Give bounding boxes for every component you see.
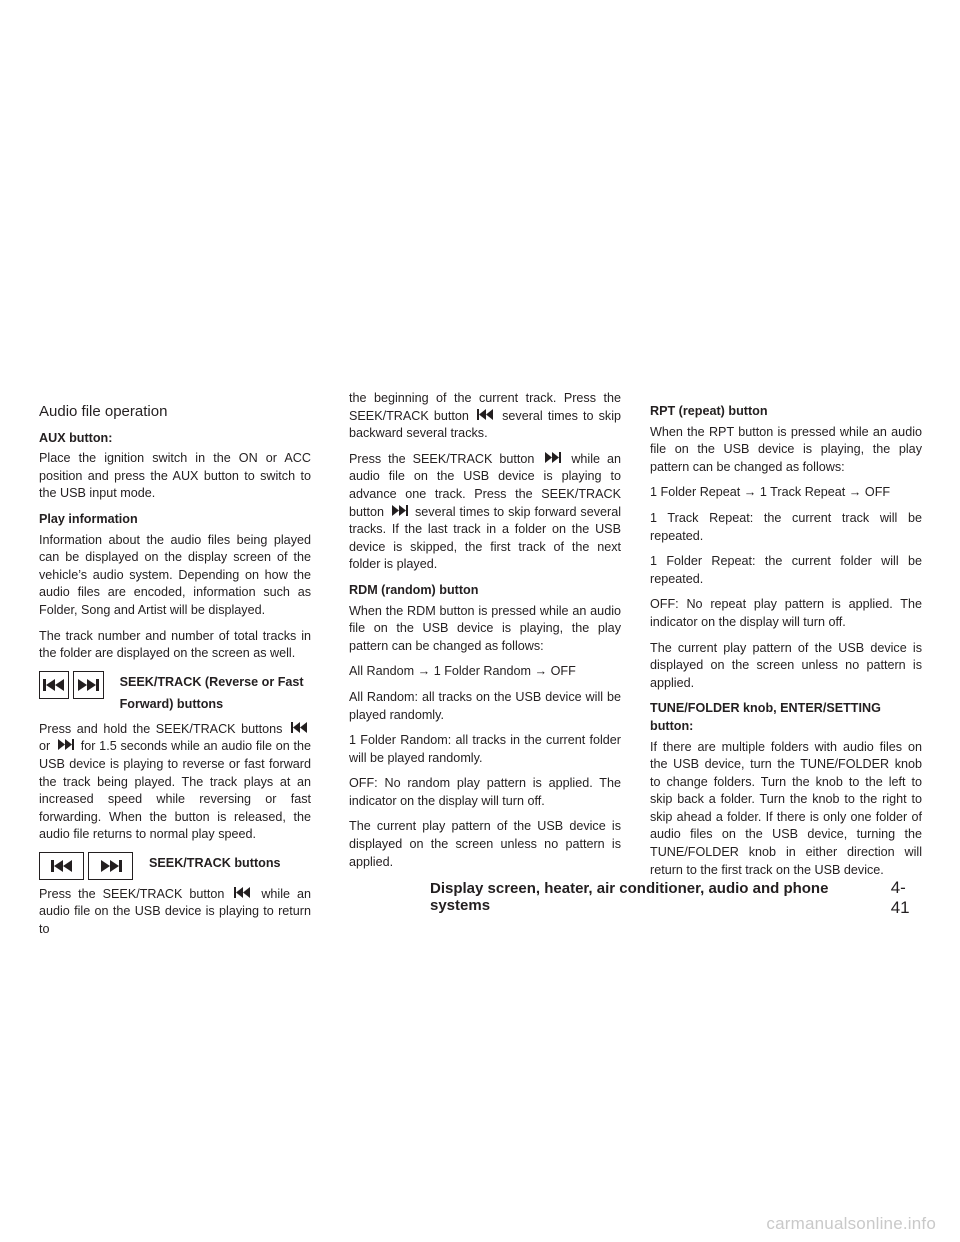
column-1: [39, 403, 311, 947]
rpt-folder: 1 Folder Repeat: the current folder will be repeated.: [650, 554, 922, 586]
seek-track-ff-label: SEEK/TRACK (Reverse or Fast Forward) buttons: [119, 674, 304, 711]
aux-text: Place the ignition switch in the ON or ACC position and press the AUX button to switch to the USB input mode.: [39, 451, 311, 501]
page-footer: [430, 878, 924, 918]
seek-reverse-icon: [234, 887, 251, 898]
rpt-current: The current play pattern of the USB device is displayed on the screen unless no pattern is applied.: [650, 640, 922, 690]
seek-reverse-icon: [477, 409, 494, 420]
aux-heading: AUX button:: [39, 430, 113, 445]
watermark[interactable]: carmanualsonline.info: [766, 1214, 936, 1233]
fwd-text-b: while an audio file on the USB device is playing to advance one track. Press the SEEK/TRACK button: [349, 451, 621, 519]
rpt-sequence: 1 Folder Repeat → 1 Track Repeat → OFF: [650, 485, 891, 500]
rpt-off: OFF: No repeat play pattern is applied. The indicator on the display will turn off.: [650, 597, 922, 629]
seek-track-button-row: [39, 852, 311, 880]
seek-forward-button-icon: [73, 671, 103, 699]
seek-ff-text-b: or: [39, 739, 51, 754]
section-title: Audio file operation: [39, 403, 168, 420]
tune-heading: TUNE/FOLDER knob, ENTER/SETTING button:: [650, 701, 881, 733]
seek-forward-button-icon: [88, 852, 133, 880]
seek-text-a: Press the SEEK/TRACK button: [39, 886, 225, 901]
seek-reverse-icon: [51, 860, 73, 872]
column-3: [650, 403, 922, 887]
cont-text-b: several times to skip backward several tracks.: [349, 408, 622, 441]
rdm-all: All Random: all tracks on the USB device will be played randomly.: [349, 689, 621, 722]
seek-ff-text-c: for 1.5 seconds while an audio file on the USB device is playing to reverse or fast forward the track being played. The track plays at an increased speed while reversing or fast forwarding. When the button is released, the audio file returns to normal play speed.: [39, 739, 312, 842]
seek-forward-icon: [544, 452, 561, 463]
rdm-current: The current play pattern of the USB device is displayed on the screen unless no pattern is applied.: [349, 819, 621, 869]
seek-track-text: [39, 886, 311, 939]
rdm-text: When the RDM button is pressed while an audio file on the USB device is playing, the play pattern can be changed as follows:: [349, 603, 621, 653]
play-info-text-1: Information about the audio files being played can be displayed on the display screen of the vehicle’s audio system. Depending on how the audio files are encoded, information such as Folder, Song and Artist will be displayed.: [39, 532, 311, 617]
fwd-text-c: several times to skip forward several tracks. If the last track in a folder on the USB device is skipped, the first track of the next folder is played.: [349, 504, 622, 572]
tune-text: If there are multiple folders with audio files on the USB device, turn the TUNE/FOLDER knob to change folders. Turn the knob to the left to skip back a folder. Turn the knob to the right to skip ahead a folder. If there is only one folder of audio files on the USB device, turning the TUNE/FOLDER knob in either direction will return to the first track on the USB device.: [650, 739, 922, 877]
seek-track-label: SEEK/TRACK buttons: [149, 855, 281, 870]
rpt-text: When the RPT button is pressed while an audio file on the USB device is playing, the play pattern can be changed as follows:: [650, 424, 922, 474]
rdm-off: OFF: No random play pattern is applied. The indicator on the display will turn off.: [349, 776, 621, 808]
rdm-sequence: All Random → 1 Folder Random → OFF: [349, 664, 576, 679]
seek-forward-icon: [391, 505, 408, 516]
seek-reverse-button-icon: [39, 671, 69, 699]
cont-text-a: the beginning of the current track. Press the SEEK/TRACK button: [349, 391, 621, 423]
seek-reverse-icon: [291, 722, 308, 733]
seek-track-ff-text: [39, 721, 311, 844]
rdm-heading: RDM (random) button: [349, 582, 479, 597]
seek-reverse-icon: [43, 679, 65, 691]
seek-track-ff-button-row: [39, 671, 311, 715]
seek-ff-text-a: Press and hold the SEEK/TRACK buttons: [39, 721, 283, 736]
seek-continuation-text: [349, 390, 621, 443]
footer-title: Display screen, heater, air conditioner, audio and phone systems: [430, 880, 829, 914]
seek-reverse-button-icon: [39, 852, 84, 880]
rpt-heading: RPT (repeat) button: [650, 404, 768, 418]
seek-text-b: while an audio file on the USB device is playing to return to: [39, 886, 311, 937]
rdm-folder: 1 Folder Random: all tracks in the current folder will be played randomly.: [349, 733, 621, 765]
seek-forward-icon: [77, 679, 99, 691]
rpt-track: 1 Track Repeat: the current track will be repeated.: [650, 510, 922, 543]
play-info-text-2: The track number and number of total tracks in the folder are displayed on the screen as well.: [39, 628, 311, 661]
seek-forward-text: [349, 451, 621, 574]
play-info-heading: Play information: [39, 511, 138, 526]
fwd-text-a: Press the SEEK/TRACK button: [349, 451, 535, 466]
page-number: 4-41: [890, 878, 910, 917]
column-2: [349, 390, 621, 879]
seek-forward-icon: [57, 739, 74, 750]
seek-forward-icon: [100, 860, 122, 872]
